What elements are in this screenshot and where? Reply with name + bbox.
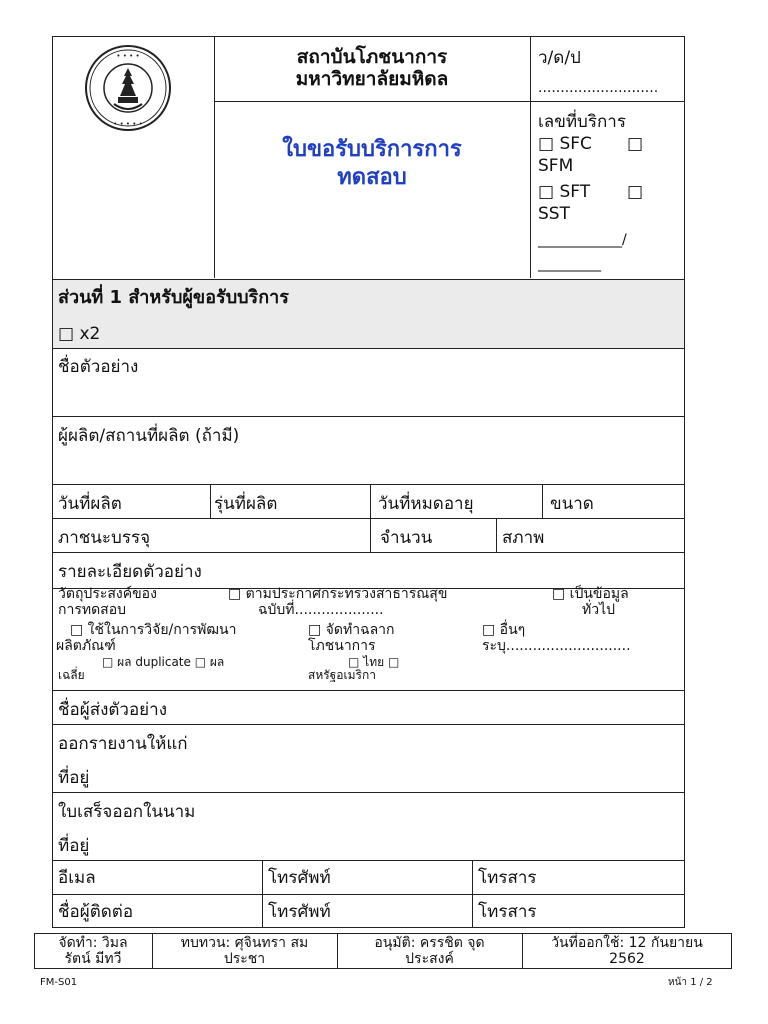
row-divider [52,860,685,861]
phone-label: โทรศัพท์ [268,868,331,888]
svc-sfc-checkbox[interactable]: □ SFC [538,134,592,154]
svc-sst-label: SST [538,204,570,224]
opt-label-checkbox[interactable]: □ จัดทำฉลาก โภชนาการ [308,622,395,654]
contact-phone-label: โทรศัพท์ [268,902,331,922]
svc-sst-checkbox[interactable]: □ [627,182,644,202]
date-label: ว/ด/ป [538,48,581,68]
receipt-address-label: ที่อยู่ [58,836,90,856]
fax-label: โทรสาร [478,868,537,888]
manufacturer-label: ผู้ผลิต/สถานที่ผลิต (ถ้ามี) [58,426,240,446]
opt-other-checkbox[interactable]: □ อื่นๆ ระบุ............................ [482,622,631,654]
container-label: ภาชนะบรรจุ [58,528,151,548]
form-code: FM-S01 [40,977,78,988]
opt-moph-checkbox[interactable]: □ ตามประกาศกระทรวงสาธารณสุข ฉบับที่.................... [228,586,448,618]
cell-divider [496,518,497,552]
email-label: อีเมล [58,868,96,888]
opt-research-checkbox[interactable]: □ ใช้ในการวิจัย/การพัฒนา ผลิตภัณฑ์ [56,622,237,654]
row-divider [52,690,685,691]
header-divider [214,101,685,102]
language-option[interactable]: □ ไทย □ สหรัฐอเมริกา [308,655,400,682]
row-divider [52,484,685,485]
receipt-name-label: ใบเสร็จออกในนาม [58,802,196,822]
quantity-label: จำนวน [380,528,433,548]
cell-divider [370,484,371,552]
sample-detail-label: รายละเอียดตัวอย่าง [58,562,202,582]
effective-date: วันที่ออกใช้: 12 กันยายน 2562 [551,935,703,967]
reviewed-by: ทบทวน: ศุจินทรา สม ประชา [180,935,309,967]
contact-label: ชื่อผู้ติดต่อ [58,902,134,922]
page-number: หน้า 1 / 2 [668,977,713,988]
row-divider [52,724,685,725]
university-seal-icon [84,44,172,132]
svc-sfm-checkbox[interactable]: □ [627,134,644,154]
contact-fax-label: โทรสาร [478,902,537,922]
lot-label: รุ่นที่ผลิต [214,494,278,514]
header-divider [530,36,531,278]
form-title: ใบขอรับบริการการ ทดสอบ [282,137,462,190]
report-address-label: ที่อยู่ [58,768,90,788]
mfg-date-label: วันที่ผลิต [58,494,122,514]
svg-text:• • • • •: • • • • • [113,120,143,128]
service-no-field[interactable]: ____________/ [538,232,627,248]
section-title: ส่วนที่ 1 สำหรับผู้ขอรับบริการ [58,287,289,308]
row-divider [52,894,685,895]
cell-divider [472,860,473,928]
report-to-label: ออกรายงานให้แก่ [58,734,188,754]
purpose-label: วัตถุประสงค์ของ การทดสอบ [58,586,157,618]
row-divider [52,792,685,793]
row-divider [52,552,685,553]
svc-sfm-label: SFM [538,156,574,176]
exp-date-label: วันที่หมดอายุ [378,494,474,514]
date-field[interactable]: ........................... [538,80,659,96]
cell-divider [262,860,263,928]
svc-sft-checkbox[interactable]: □ SFT [538,182,591,202]
sample-name-label: ชื่อตัวอย่าง [58,357,139,377]
cell-divider [210,484,211,518]
cell-divider [542,484,543,518]
duplicate-option[interactable]: □ ผล duplicate □ ผล เฉลี่ย [58,655,225,682]
opt-general-checkbox[interactable]: □ เป็นข้อมูล ทั่วไป [552,586,629,618]
service-no-label: เลขที่บริการ [538,112,626,132]
service-no-field-2[interactable]: _________ [538,256,601,272]
svg-text:• • • •: • • • • [116,52,140,60]
condition-label: สภาพ [502,528,545,548]
approved-by: อนุมัติ: ครรชิต จุด ประสงค์ [374,935,485,967]
copies-checkbox[interactable]: □ x2 [58,324,101,344]
row-divider [52,518,685,519]
institute-name: สถาบันโภชนาการ มหาวิทยาลัยมหิดล [295,46,449,90]
prepared-by: จัดทำ: วิมล รัตน์ มีทวี [58,935,128,967]
row-divider [52,416,685,417]
size-label: ขนาด [550,494,594,514]
sender-label: ชื่อผู้ส่งตัวอย่าง [58,700,167,720]
row-divider [52,348,685,349]
